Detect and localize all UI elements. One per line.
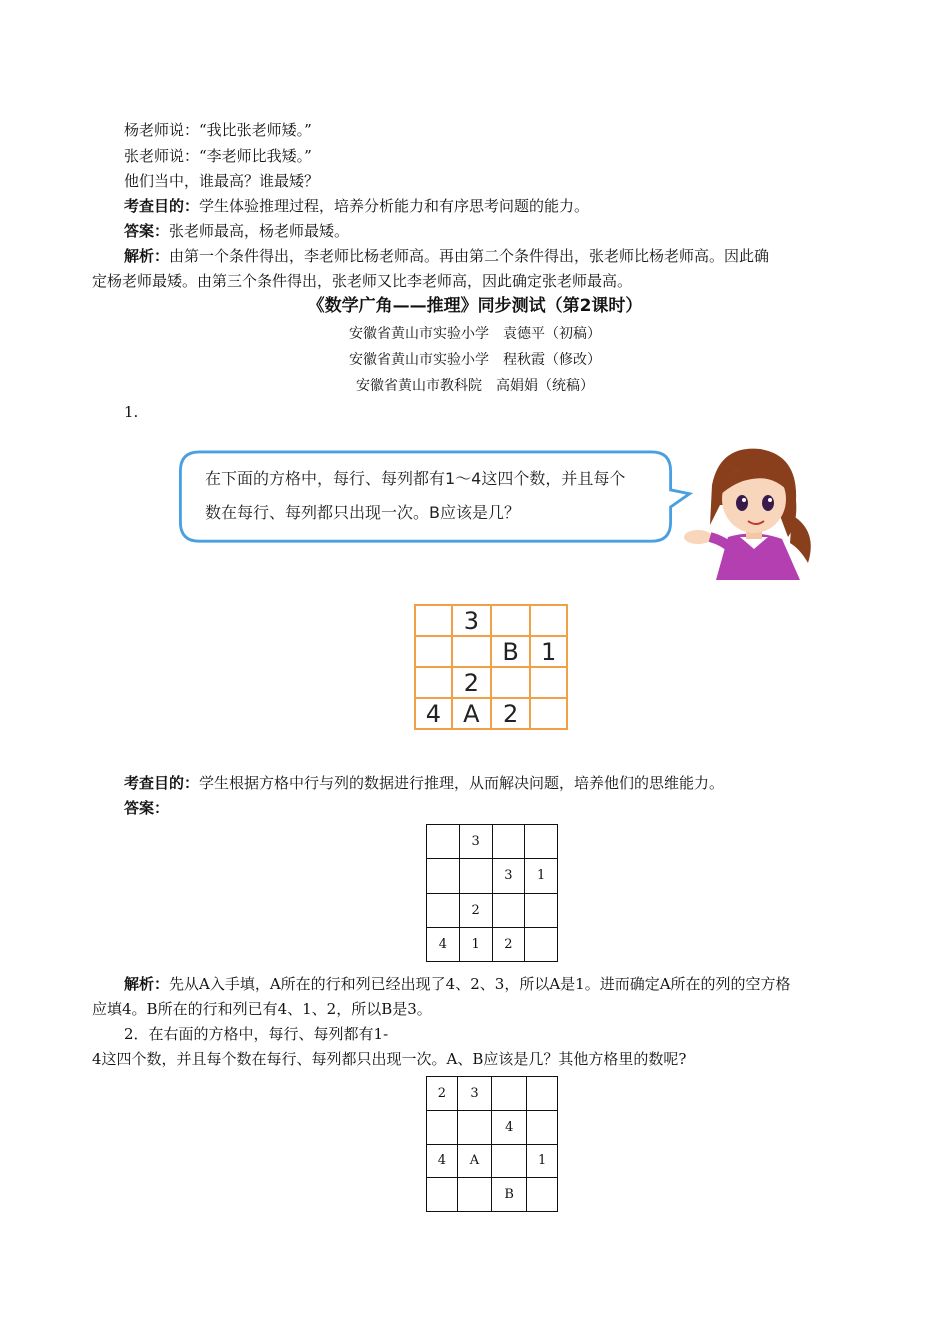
grid-cell: 1 bbox=[530, 636, 567, 667]
q2-grid bbox=[426, 1076, 558, 1212]
grid-cell bbox=[527, 1178, 558, 1212]
grid-cell: 2 bbox=[459, 893, 492, 927]
q0-purpose bbox=[124, 196, 589, 216]
q0-analysis-text-1: 由第一个条件得出，李老师比杨老师高。再由第二个条件得出，张老师比杨老师高。因此确 bbox=[169, 247, 770, 265]
grid-cell: B bbox=[492, 1178, 527, 1212]
grid-cell bbox=[492, 1077, 527, 1111]
grid-cell: 1 bbox=[527, 1144, 558, 1178]
intro-line-1: 杨老师说：“我比张老师矮。” bbox=[124, 121, 312, 139]
intro-line-2: 张老师说：“李老师比我矮。” bbox=[124, 147, 312, 165]
grid-cell: 1 bbox=[525, 859, 558, 893]
bubble-line-2: 数在每行、每列都只出现一次。B应该是几？ bbox=[205, 503, 520, 522]
author-1: 安徽省黄山市实验小学 袁德平（初稿） bbox=[349, 326, 601, 342]
q0-analysis bbox=[124, 246, 769, 266]
q1-purpose-label: 考查目的： bbox=[124, 774, 200, 792]
grid-cell bbox=[427, 1178, 458, 1212]
q0-purpose-label: 考查目的： bbox=[124, 197, 200, 215]
q0-analysis-text-2: 定杨老师最矮。由第三个条件得出，张老师又比李老师高，因此确定张老师最高。 bbox=[92, 272, 633, 290]
q1-analysis-label: 解析： bbox=[124, 975, 170, 993]
grid-cell: 2 bbox=[427, 1077, 458, 1111]
grid-cell bbox=[525, 893, 558, 927]
q0-analysis-label: 解析： bbox=[124, 247, 170, 265]
author-2: 安徽省黄山市实验小学 程秋霞（修改） bbox=[349, 352, 601, 368]
grid-cell: 4 bbox=[427, 927, 460, 961]
grid-cell: 4 bbox=[415, 698, 452, 729]
grid-cell bbox=[527, 1110, 558, 1144]
grid-cell bbox=[492, 893, 525, 927]
grid-cell bbox=[491, 605, 530, 636]
grid-cell bbox=[427, 859, 460, 893]
grid-cell: B bbox=[491, 636, 530, 667]
q2-line-2: 4这四个数，并且每个数在每行、每列都只出现一次。A、B应该是几？其他方格里的数呢? bbox=[92, 1050, 687, 1068]
q1-question-grid bbox=[414, 604, 568, 730]
grid-cell bbox=[491, 667, 530, 698]
grid-cell: 3 bbox=[452, 605, 491, 636]
q1-purpose-text: 学生根据方格中行与列的数据进行推理，从而解决问题，培养他们的思维能力。 bbox=[199, 774, 725, 792]
grid-cell bbox=[457, 1110, 491, 1144]
grid-cell: 4 bbox=[492, 1110, 527, 1144]
grid-cell bbox=[452, 636, 491, 667]
grid-cell bbox=[427, 1110, 458, 1144]
author-3: 安徽省黄山市教科院 高娟娟（统稿） bbox=[356, 378, 594, 394]
grid-cell bbox=[527, 1077, 558, 1111]
grid-cell bbox=[492, 825, 525, 859]
grid-cell: 2 bbox=[452, 667, 491, 698]
grid-cell bbox=[459, 859, 492, 893]
grid-cell: A bbox=[457, 1144, 491, 1178]
grid-cell bbox=[530, 698, 567, 729]
q0-answer-label: 答案： bbox=[124, 222, 170, 240]
grid-cell: 4 bbox=[427, 1144, 458, 1178]
q1-analysis-text-2: 应填4。B所在的行和列已有4、1、2，所以B是3。 bbox=[92, 1000, 432, 1018]
page-title: 《数学广角——推理》同步测试（第2课时） bbox=[307, 296, 643, 316]
q0-answer bbox=[124, 221, 349, 241]
q1-answer-grid bbox=[426, 824, 558, 962]
q1-number: 1. bbox=[124, 403, 139, 421]
grid-cell: 1 bbox=[459, 927, 492, 961]
grid-cell bbox=[457, 1178, 491, 1212]
grid-cell bbox=[427, 825, 460, 859]
teacher-illustration bbox=[680, 445, 820, 580]
q1-analysis-text-1: 先从A入手填，A所在的行和列已经出现了4、2、3，所以A是1。进而确定A所在的列的空方格 bbox=[169, 975, 791, 993]
grid-cell bbox=[415, 667, 452, 698]
grid-cell: 3 bbox=[459, 825, 492, 859]
q0-answer-text: 张老师最高，杨老师最矮。 bbox=[169, 222, 350, 240]
intro-line-3: 他们当中，谁最高？谁最矮？ bbox=[124, 172, 320, 190]
grid-cell bbox=[530, 667, 567, 698]
q1-analysis bbox=[124, 974, 791, 994]
grid-cell: 3 bbox=[492, 859, 525, 893]
grid-cell bbox=[525, 825, 558, 859]
grid-cell bbox=[492, 1144, 527, 1178]
q2-line-1: 2．在右面的方格中，每行、每列都有1- bbox=[124, 1025, 389, 1043]
grid-cell: 3 bbox=[457, 1077, 491, 1111]
grid-cell: 2 bbox=[492, 927, 525, 961]
q1-answer-label: 答案： bbox=[124, 799, 170, 817]
grid-cell: A bbox=[452, 698, 491, 729]
q0-purpose-text: 学生体验推理过程，培养分析能力和有序思考问题的能力。 bbox=[199, 197, 590, 215]
grid-cell bbox=[415, 605, 452, 636]
grid-cell bbox=[525, 927, 558, 961]
grid-cell bbox=[427, 893, 460, 927]
speech-bubble bbox=[175, 450, 695, 545]
q1-purpose bbox=[124, 773, 724, 793]
grid-cell bbox=[530, 605, 567, 636]
grid-cell bbox=[415, 636, 452, 667]
bubble-line-1: 在下面的方格中，每行、每列都有1～4这四个数，并且每个 bbox=[205, 469, 626, 488]
grid-cell: 2 bbox=[491, 698, 530, 729]
